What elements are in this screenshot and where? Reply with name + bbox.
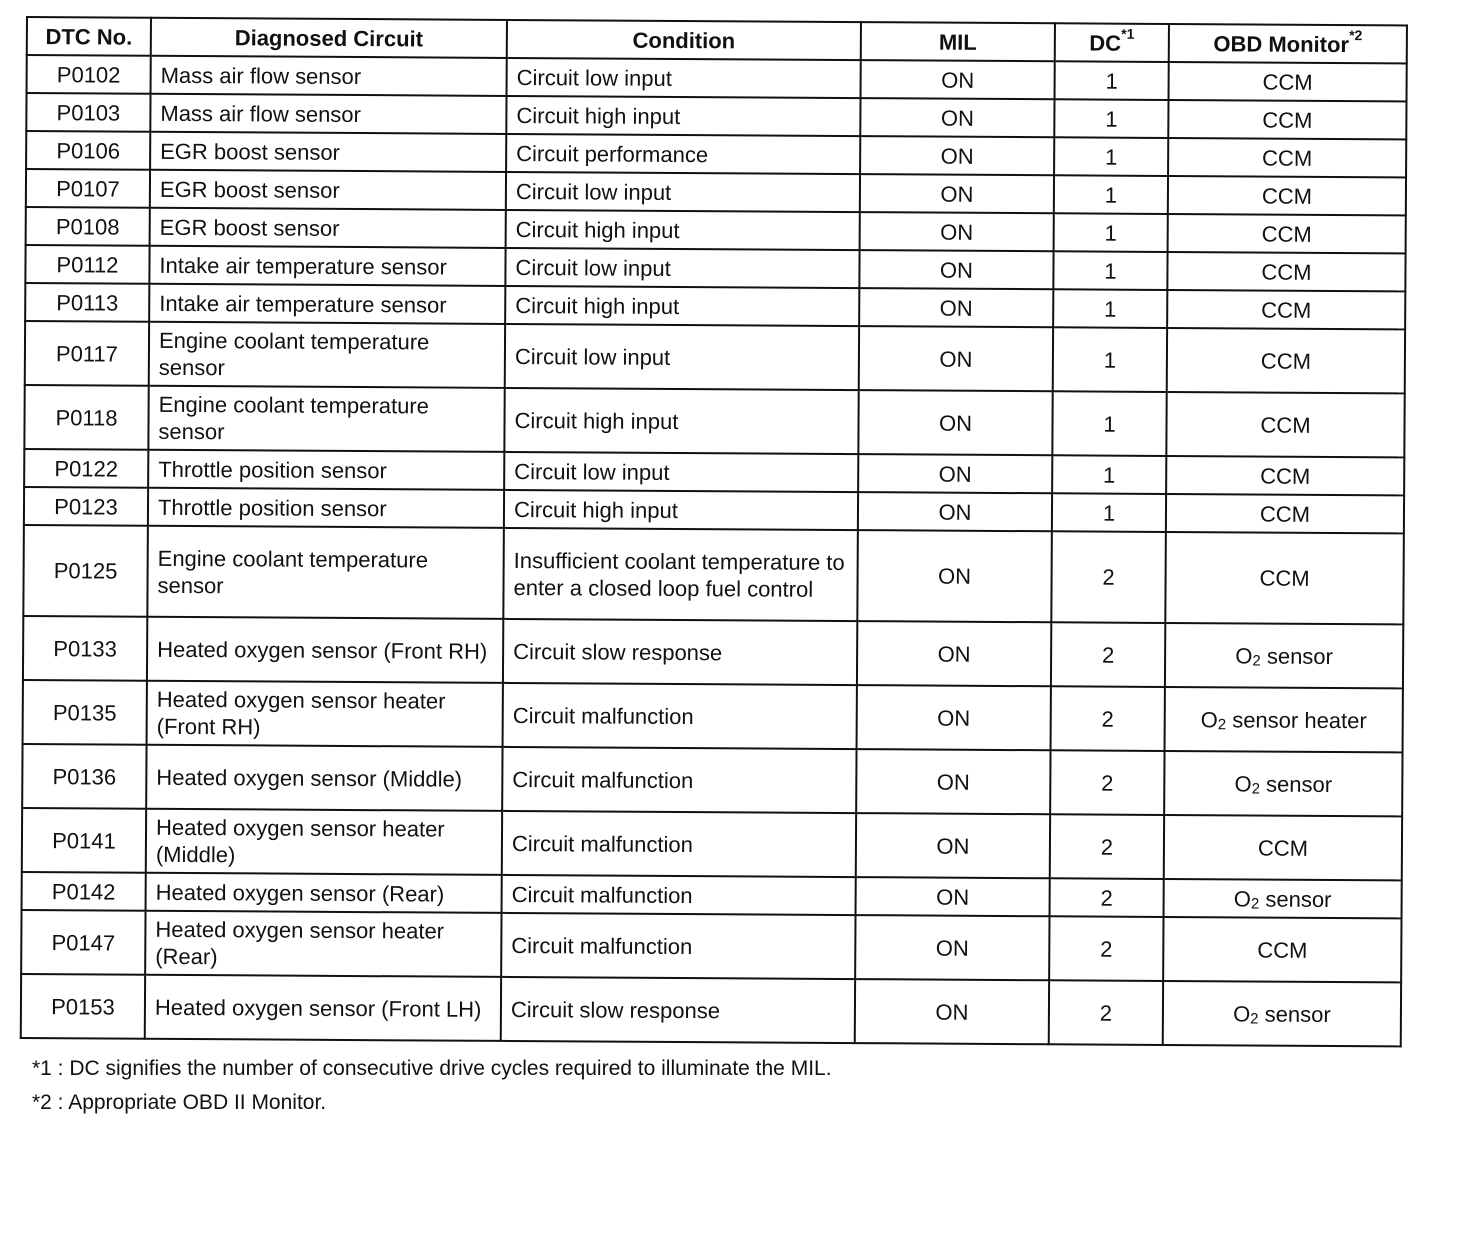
obd-monitor-text: CCM	[1259, 501, 1311, 527]
table-row	[23, 680, 1403, 752]
condition-cell: Circuit high input	[504, 388, 858, 454]
obd-monitor-cell	[1165, 532, 1404, 624]
mil-cell: ON	[858, 492, 1052, 531]
mil-cell: ON	[857, 530, 1052, 622]
obd-monitor-cell	[1164, 751, 1402, 816]
header-dc-footnote-mark: *1	[1121, 25, 1135, 42]
mil-cell: ON	[860, 136, 1054, 175]
mil-cell: ON	[856, 749, 1050, 814]
diagnosed-circuit-cell: Heated oxygen sensor heater (Middle)	[146, 809, 502, 875]
header-monitor-label: OBD Monitor	[1213, 30, 1350, 57]
obd-monitor-text: CCM	[1262, 145, 1313, 171]
condition-cell: Circuit malfunction	[501, 913, 855, 979]
dtc-code-cell: P0123	[24, 487, 148, 526]
condition-cell: Insufficient coolant temperature to enter a closed loop fuel control	[503, 528, 858, 621]
obd-monitor-cell	[1164, 879, 1402, 918]
diagnosed-circuit-cell: Intake air temperature sensor	[149, 284, 505, 324]
mil-cell: ON	[860, 174, 1054, 213]
obd-monitor-subscript: 2	[1251, 780, 1261, 798]
obd-monitor-suffix: sensor	[1260, 643, 1334, 669]
mil-cell: ON	[857, 621, 1051, 686]
mil-cell: ON	[856, 877, 1050, 916]
obd-monitor-cell	[1164, 815, 1402, 880]
dc-cell: 2	[1049, 980, 1163, 1045]
condition-cell: Circuit high input	[505, 286, 859, 326]
dc-cell: 1	[1054, 213, 1168, 252]
obd-monitor-text: CCM	[1259, 565, 1310, 591]
dc-cell: 1	[1053, 289, 1167, 328]
dtc-code-cell: P0112	[25, 245, 149, 284]
condition-cell: Circuit performance	[506, 134, 860, 174]
dc-cell: 2	[1051, 622, 1165, 687]
dc-cell: 1	[1054, 137, 1168, 176]
obd-monitor-text: O	[1235, 642, 1253, 669]
diagnosed-circuit-cell: Mass air flow sensor	[151, 56, 507, 96]
header-monitor	[1169, 24, 1407, 63]
mil-cell: ON	[855, 915, 1049, 980]
dtc-code-cell: P0125	[23, 525, 148, 617]
obd-monitor-cell	[1168, 176, 1406, 215]
obd-monitor-text: CCM	[1262, 69, 1313, 95]
obd-monitor-subscript: 2	[1250, 1009, 1259, 1028]
header-dtc: DTC No.	[27, 17, 151, 56]
dc-cell: 2	[1049, 916, 1163, 981]
condition-cell: Circuit low input	[504, 452, 858, 492]
dtc-code-cell: P0153	[21, 974, 145, 1039]
diagnosed-circuit-cell: Engine coolant temperature sensor	[149, 322, 505, 388]
dtc-code-cell: P0142	[22, 872, 146, 911]
diagnosed-circuit-cell: Mass air flow sensor	[150, 94, 506, 134]
obd-monitor-subscript: 2	[1252, 652, 1261, 670]
dtc-code-cell: P0133	[23, 616, 147, 681]
dtc-code-cell: P0135	[23, 680, 147, 745]
obd-monitor-cell	[1167, 290, 1405, 329]
diagnosed-circuit-cell: Intake air temperature sensor	[149, 246, 505, 286]
dtc-code-cell: P0141	[22, 808, 146, 873]
dtc-code-cell: P0117	[25, 321, 149, 386]
header-dc	[1055, 23, 1169, 62]
condition-cell: Circuit high input	[506, 96, 860, 136]
obd-monitor-text: CCM	[1261, 297, 1312, 323]
obd-monitor-cell	[1163, 917, 1401, 982]
dc-cell: 1	[1055, 61, 1169, 100]
dc-cell: 1	[1052, 493, 1166, 532]
obd-monitor-cell	[1165, 687, 1403, 752]
mil-cell: ON	[859, 250, 1053, 289]
condition-cell: Circuit slow response	[501, 977, 855, 1043]
dtc-code-cell: P0102	[27, 55, 151, 94]
condition-cell: Circuit high input	[504, 490, 858, 530]
table-row	[22, 744, 1402, 816]
dtc-table-body	[21, 55, 1407, 1046]
dtc-code-cell: P0107	[26, 169, 150, 208]
diagnosed-circuit-cell: Engine coolant temperature sensor	[147, 526, 504, 619]
mil-cell: ON	[856, 813, 1050, 878]
dc-cell: 1	[1054, 99, 1168, 138]
obd-monitor-cell	[1168, 100, 1406, 139]
obd-monitor-cell	[1163, 981, 1401, 1046]
obd-monitor-text: CCM	[1261, 221, 1312, 247]
dtc-code-cell: P0136	[22, 744, 146, 809]
condition-cell: Circuit low input	[506, 172, 860, 212]
dtc-code-cell: P0118	[24, 385, 148, 450]
diagnosed-circuit-cell: Heated oxygen sensor (Rear)	[146, 873, 502, 913]
diagnosed-circuit-cell: EGR boost sensor	[150, 170, 506, 210]
condition-cell: Circuit malfunction	[502, 747, 856, 813]
dc-cell: 1	[1052, 455, 1166, 494]
diagnosed-circuit-cell: EGR boost sensor	[150, 132, 506, 172]
dc-cell: 1	[1052, 391, 1166, 456]
obd-monitor-text: CCM	[1257, 835, 1309, 861]
obd-monitor-text: O	[1200, 706, 1218, 732]
obd-monitor-suffix: sensor	[1259, 886, 1332, 912]
condition-cell: Circuit high input	[506, 210, 860, 250]
obd-monitor-text: CCM	[1260, 463, 1311, 489]
header-condition: Condition	[507, 20, 861, 60]
table-row	[22, 808, 1402, 880]
dc-cell: 2	[1051, 686, 1165, 751]
table-row	[24, 385, 1404, 457]
mil-cell: ON	[859, 326, 1053, 391]
dc-cell: 2	[1050, 814, 1164, 879]
obd-monitor-text: O	[1233, 885, 1252, 911]
table-row	[23, 525, 1404, 624]
dtc-code-cell: P0122	[24, 449, 148, 488]
obd-monitor-text: CCM	[1261, 183, 1313, 209]
diagnosed-circuit-cell: Engine coolant temperature sensor	[148, 386, 504, 452]
obd-monitor-cell	[1165, 623, 1403, 688]
obd-monitor-text: O	[1234, 770, 1252, 797]
obd-monitor-cell	[1166, 392, 1404, 457]
obd-monitor-cell	[1167, 252, 1405, 291]
obd-monitor-cell	[1166, 494, 1404, 533]
diagnosed-circuit-cell: Throttle position sensor	[148, 450, 504, 490]
condition-cell: Circuit malfunction	[502, 811, 856, 877]
header-monitor-footnote-mark: *2	[1349, 27, 1363, 44]
obd-monitor-suffix: sensor	[1259, 771, 1333, 797]
dtc-code-cell: P0108	[26, 207, 150, 246]
diagnosed-circuit-cell: Heated oxygen sensor heater (Rear)	[145, 911, 501, 977]
mil-cell: ON	[860, 212, 1054, 251]
dtc-code-cell: P0147	[21, 910, 145, 975]
condition-cell: Circuit malfunction	[502, 875, 856, 915]
obd-monitor-text: CCM	[1261, 259, 1312, 285]
obd-monitor-cell	[1168, 138, 1406, 177]
obd-monitor-text: O	[1233, 1000, 1251, 1026]
mil-cell: ON	[860, 98, 1054, 137]
footnotes	[32, 1052, 832, 1120]
condition-cell: Circuit malfunction	[503, 683, 857, 749]
obd-monitor-suffix: sensor	[1258, 1001, 1331, 1027]
dtc-table	[20, 16, 1408, 1047]
mil-cell: ON	[857, 685, 1051, 750]
obd-monitor-text: CCM	[1260, 412, 1311, 438]
header-dc-label: DC	[1089, 29, 1122, 56]
obd-monitor-text: CCM	[1260, 348, 1312, 374]
condition-cell: Circuit low input	[505, 324, 859, 390]
dc-cell: 2	[1050, 750, 1164, 815]
obd-monitor-cell	[1166, 456, 1404, 495]
diagnosed-circuit-cell: Heated oxygen sensor heater (Front RH)	[147, 681, 503, 747]
dtc-code-cell: P0113	[25, 283, 149, 322]
condition-cell: Circuit low input	[507, 58, 861, 98]
obd-monitor-text: CCM	[1262, 107, 1313, 133]
mil-cell: ON	[859, 288, 1053, 327]
obd-monitor-suffix: sensor heater	[1226, 706, 1367, 733]
dc-cell: 1	[1053, 327, 1167, 392]
dtc-code-cell: P0106	[26, 131, 150, 170]
condition-cell: Circuit slow response	[503, 619, 857, 685]
table-row	[23, 616, 1403, 688]
footnote-1: *1 : DC signifies the number of consecutive drive cycles required to illuminate the MIL.	[32, 1057, 832, 1080]
mil-cell: ON	[858, 454, 1052, 493]
header-circuit: Diagnosed Circuit	[151, 18, 507, 58]
table-row	[25, 321, 1405, 393]
obd-monitor-subscript: 2	[1250, 894, 1260, 913]
table-row	[21, 910, 1401, 982]
dc-cell: 2	[1051, 531, 1166, 623]
dc-cell: 1	[1053, 251, 1167, 290]
diagnosed-circuit-cell: Heated oxygen sensor (Front RH)	[147, 617, 503, 683]
dtc-code-cell: P0103	[26, 93, 150, 132]
table-row	[21, 974, 1401, 1046]
obd-monitor-cell	[1167, 328, 1405, 393]
diagnosed-circuit-cell: Heated oxygen sensor (Front LH)	[145, 975, 501, 1041]
obd-monitor-cell	[1168, 214, 1406, 253]
obd-monitor-cell	[1169, 62, 1407, 101]
diagnosed-circuit-cell: Throttle position sensor	[148, 488, 504, 528]
mil-cell: ON	[855, 979, 1049, 1044]
mil-cell: ON	[858, 390, 1052, 455]
mil-cell: ON	[861, 60, 1055, 99]
dc-cell: 1	[1054, 175, 1168, 214]
header-mil: MIL	[861, 22, 1055, 61]
condition-cell: Circuit low input	[505, 248, 859, 288]
footnote-2: *2 : Appropriate OBD II Monitor.	[32, 1091, 327, 1114]
dc-cell: 2	[1050, 878, 1164, 917]
obd-monitor-text: CCM	[1257, 937, 1308, 963]
diagnosed-circuit-cell: Heated oxygen sensor (Middle)	[146, 745, 502, 811]
diagnosed-circuit-cell: EGR boost sensor	[150, 208, 506, 248]
obd-monitor-subscript: 2	[1217, 715, 1227, 733]
